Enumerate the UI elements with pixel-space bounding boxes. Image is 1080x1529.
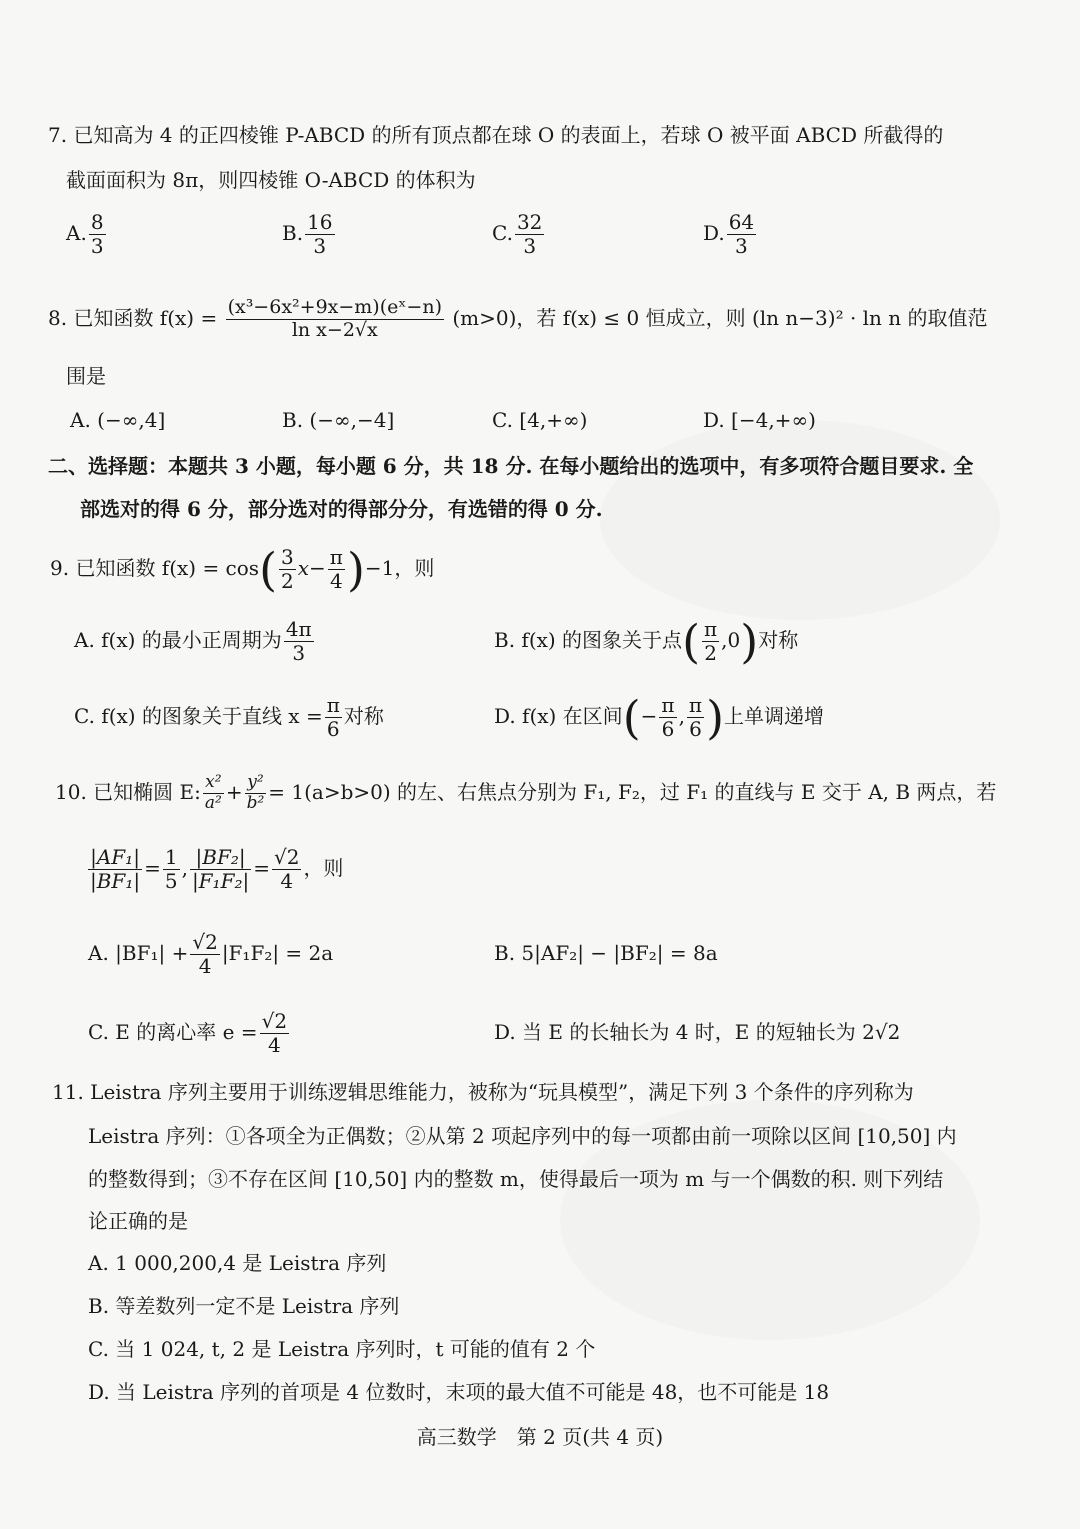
q7-stem-line2: 截面面积为 8π，则四棱锥 O-ABCD 的体积为 — [66, 168, 476, 192]
q10-option-c: C. E 的离心率 e = $\frac{√2}{4}$ — [88, 1009, 288, 1057]
q8-stem-line2: 围是 — [66, 364, 106, 388]
q7-option-d: D. $\frac{64}{3}$ — [703, 210, 755, 258]
q7-option-c: C. $\frac{32}{3}$ — [492, 210, 543, 258]
q8-option-b: B. (−∞,−4] — [282, 408, 395, 432]
q7-stem-line1: 7. 已知高为 4 的正四棱锥 P-ABCD 的所有顶点都在球 O 的表面上，若球 O 被平面 ABCD 所截得的 — [48, 123, 944, 147]
q9-stem: 9. 已知函数 f(x) = cos( $\frac{3}{2}$ x− $\frac{\pi}{4}$ )−1，则 — [50, 542, 435, 597]
q7-option-a: A. $\frac{8}{3}$ — [66, 210, 104, 258]
q8-option-a: A. (−∞,4] — [70, 408, 166, 432]
q11-stem-line4: 论正确的是 — [88, 1209, 188, 1233]
section2-heading-line1: 二、选择题：本题共 3 小题，每小题 6 分，共 18 分. 在每小题给出的选项中，有多项符合题目要求. 全 — [48, 454, 974, 478]
background-stain — [600, 420, 1000, 620]
q10-option-a: A. |BF₁| + $\frac{√2}{4}$ |F₁F₂| = 2a — [88, 930, 334, 978]
q11-stem-line3: 的整数得到；③不存在区间 [10,50] 内的整数 m，使得最后一项为 m 与一个偶数的积. 则下列结 — [88, 1167, 944, 1191]
q11-option-d: D. 当 Leistra 序列的首项是 4 位数时，末项的最大值不可能是 48，也不可能是 18 — [88, 1380, 830, 1404]
q11-option-c: C. 当 1 024, t, 2 是 Leistra 序列时，t 可能的值有 2 个 — [88, 1337, 596, 1361]
q11-stem-line1: 11. Leistra 序列主要用于训练逻辑思维能力，被称为“玩具模型”，满足下列 3 个条件的序列称为 — [52, 1080, 914, 1104]
q7-option-b: B. $\frac{16}{3}$ — [282, 210, 333, 258]
q10-option-b: B. 5|AF₂| − |BF₂| = 8a — [494, 941, 718, 965]
q9-option-d: D. f(x) 在区间(− $\frac{\pi}{6}$ , $\frac{\pi}{6}$ )上单调递增 — [494, 690, 825, 745]
q10-stem-line1: 10. 已知椭圆 E: $\frac{\text{x²}}{\text{a²}}$ + $\frac{\text{y²}}{\text{b²}}$ = 1(a>b>0) 的左、右焦点分别为 F₁, F₂，过 F₁ 的直线与 E 交于 A, B 两点，若 — [55, 772, 997, 813]
q8-option-c: C. [4,+∞) — [492, 408, 588, 432]
q8-option-d: D. [−4,+∞) — [703, 408, 816, 432]
q8-stem-line1: 8. 已知函数 f(x) = $\frac{\text{(x³−6x²+9x−m)(eˣ−n)}}{\text{ln x−2√x}}$ (m>0)，若 f(x) ≤ 0 恒成立，则 (ln n−3)² · ln n 的取值范 — [48, 296, 988, 341]
q11-stem-line2: Leistra 序列：①各项全为正偶数；②从第 2 项起序列中的每一项都由前一项除以区间 [10,50] 内 — [88, 1124, 957, 1148]
q9-option-c: C. f(x) 的图象关于直线 x = $\frac{\pi}{6}$ 对称 — [74, 693, 384, 741]
q9-option-b: B. f(x) 的图象关于点( $\frac{\pi}{2}$ ,0)对称 — [494, 614, 799, 669]
q10-stem-line2: $\frac{\text{|AF₁|}}{\text{|BF₁|}}$ = $\frac{1}{5}$ , $\frac{\text{|BF₂|}}{\text{|F₁F₂|}}$ = $\frac{√2}{4}$ ，则 — [90, 845, 344, 893]
q9-option-a: A. f(x) 的最小正周期为 $\frac{4\pi}{3}$ — [74, 617, 312, 665]
section2-heading-line2: 部选对的得 6 分，部分选对的得部分分，有选错的得 0 分. — [80, 497, 603, 521]
page-footer: 高三数学 第 2 页(共 4 页) — [416, 1425, 664, 1449]
q10-option-d: D. 当 E 的长轴长为 4 时，E 的短轴长为 2√2 — [494, 1020, 901, 1044]
q11-option-b: B. 等差数列一定不是 Leistra 序列 — [88, 1294, 400, 1318]
q11-option-a: A. 1 000,200,4 是 Leistra 序列 — [88, 1251, 387, 1275]
